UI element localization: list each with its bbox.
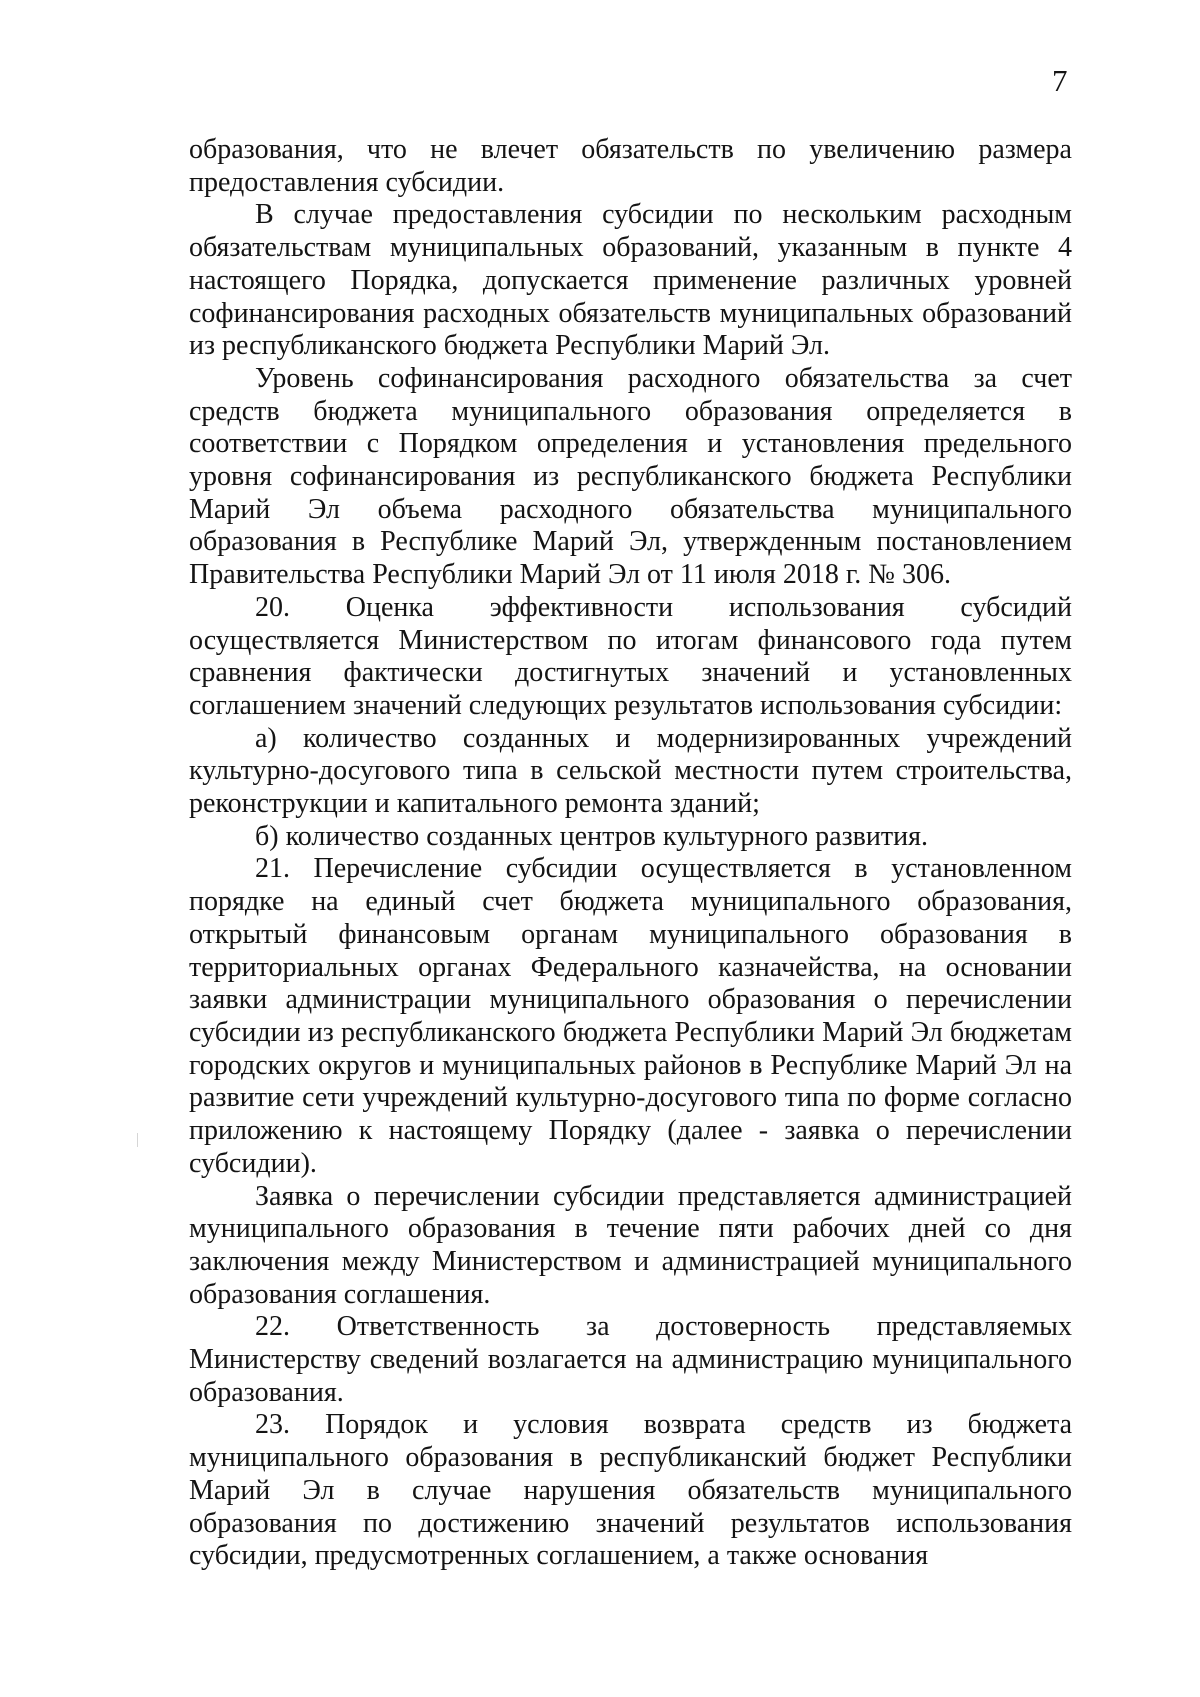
paragraph-subitem-b: б) количество созданных центров культурного развития. <box>255 820 928 852</box>
paragraph-application-submission: Заявка о перечислении субсидии представляется администрацией муниципального образования в течение пяти рабочих дней со дня заключения между Министерством и администрацией муниципального образования соглашения. <box>189 1180 1072 1310</box>
paragraph-item-22: 22. Ответственность за достоверность представляемых Министерству сведений возлагается на администрацию муниципального образования. <box>189 1311 1072 1408</box>
paragraph-cofinancing-level-municipal: Уровень софинансирования расходного обязательства за счет средств бюджета муниципального образования определяется в соответствии с Порядком определения и установления предельного уровня софинансирования из республиканского бюджета Республики Марий Эл объема расходного обязательства муниципального образования в Республике Марий Эл, утвержденным постановлением Правительства Республики Марий Эл от 11 июля 2018 г. № 306. <box>189 362 1072 591</box>
document-body <box>189 134 1072 1573</box>
paragraph-item-20: 20. Оценка эффективности использования субсидий осуществляется Министерством по итогам финансового года путем сравнения фактически достигнутых значений и установленных соглашением значений следующих результатов использования субсидии: <box>189 591 1072 721</box>
paragraph-cofinancing-levels: В случае предоставления субсидии по нескольким расходным обязательствам муниципальных образований, указанным в пункте 4 настоящего Порядка, допускается применение различных уровней софинансирования расходных обязательств муниципальных образований из республиканского бюджета Республики Марий Эл. <box>189 199 1072 362</box>
paragraph-subitem-a: а) количество созданных и модернизированных учреждений культурно-досугового типа в сельской местности путем строительства, реконструкции и капитального ремонта зданий; <box>189 722 1072 820</box>
paragraph-continuation: образования, что не влечет обязательств по увеличению размера предоставления субсидии. <box>189 134 1072 198</box>
page-number: 7 <box>1052 63 1068 98</box>
scan-artifact-mark <box>137 1133 138 1147</box>
paragraph-item-21: 21. Перечисление субсидии осуществляется в установленном порядке на единый счет бюджета муниципального образования, открытый финансовым органам муниципального образования в территориальных органах Федерального казначейства, на основании заявки администрации муниципального образования о перечислении субсидии из республиканского бюджета Республики Марий Эл бюджетам городских округов и муниципальных районов в Республике Марий Эл на развитие сети учреждений культурно-досугового типа по форме согласно приложению к настоящему Порядку (далее - заявка о перечислении субсидии). <box>189 853 1072 1179</box>
paragraph-item-23: 23. Порядок и условия возврата средств из бюджета муниципального образования в республиканский бюджет Республики Марий Эл в случае нарушения обязательств муниципального образования по достижению значений результатов использования субсидии, предусмотренных соглашением, а также основания <box>189 1409 1072 1572</box>
